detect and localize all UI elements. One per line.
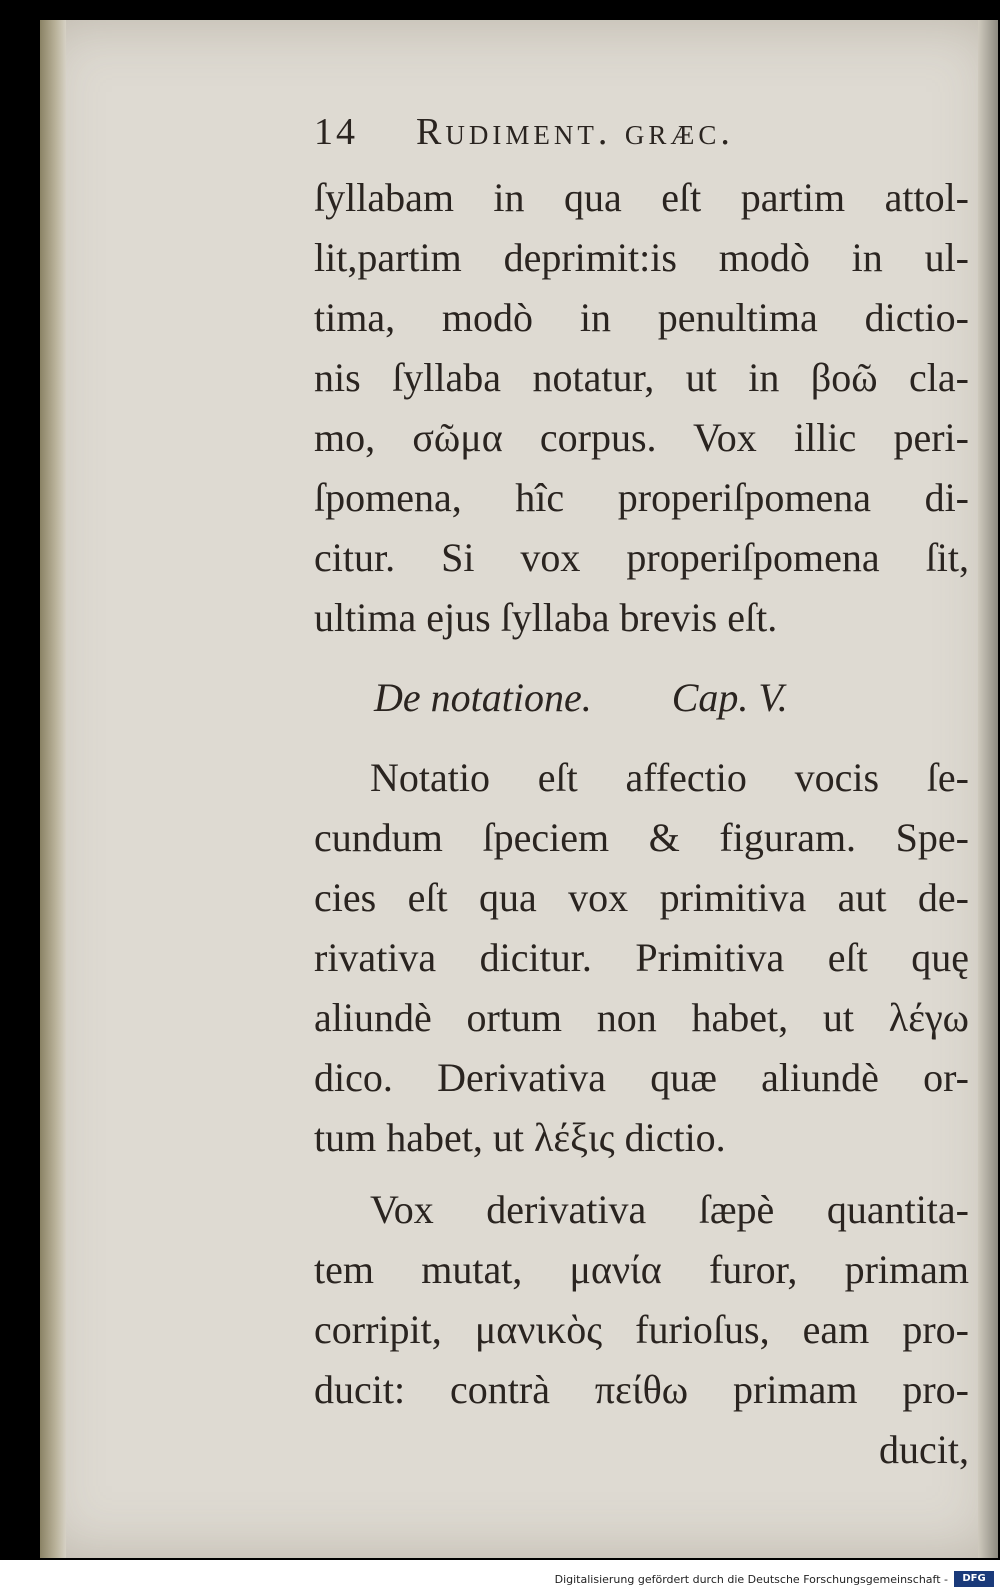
page-fore-edge <box>978 20 998 1558</box>
page-header <box>314 110 969 168</box>
text-line: cies eſt qua vox primitiva aut de- <box>314 875 969 920</box>
text-line: Notatio eſt affectio vocis ſe- <box>370 755 969 800</box>
text-line: citur. Si vox properiſpomena ſit, <box>314 535 969 580</box>
footer-bar <box>0 1560 1000 1595</box>
running-head: Rudiment. græc. <box>416 111 734 153</box>
text-line: aliundè ortum non habet, ut λέγω <box>314 995 969 1040</box>
text-line: lit,partim deprimit:is modò in ul- <box>314 235 969 280</box>
text-line: cundum ſpeciem & figuram. Spe- <box>314 815 969 860</box>
text-line: corripit, μανικὸς furioſus, eam pro- <box>314 1307 969 1352</box>
page-gutter <box>40 20 66 1558</box>
chapter-number: Cap. V. <box>671 675 788 720</box>
text-line: dico. Derivativa quæ aliundè or- <box>314 1055 969 1100</box>
text-block <box>314 110 969 1480</box>
text-line: ducit: contrà πείθω primam pro- <box>314 1367 969 1412</box>
text-line: tum habet, ut λέξις dictio. <box>314 1115 726 1160</box>
chapter-title: De notatione. <box>374 675 592 720</box>
text-line: tem mutat, μανία furor, primam <box>314 1247 969 1292</box>
catchword: ducit, <box>879 1427 969 1472</box>
text-line: ultima ejus ſyllaba brevis eſt. <box>314 595 778 640</box>
text-line: mo, σῶμα corpus. Vox illic peri- <box>314 415 969 460</box>
chapter-heading <box>314 648 969 748</box>
text-line: nis ſyllaba notatur, ut in βοῶ cla- <box>314 355 969 400</box>
text-line: ſyllabam in qua eſt partim attol- <box>314 175 969 220</box>
funding-notice: Digitalisierung gefördert durch die Deutsche Forschungsgemeinschaft - <box>554 1573 948 1586</box>
page-number: 14 <box>314 111 358 153</box>
text-line: tima, modò in penultima dictio- <box>314 295 969 340</box>
text-line: Vox derivativa ſæpè quantita- <box>370 1187 969 1232</box>
dfg-logo: DFG <box>954 1571 994 1587</box>
text-line: rivativa dicitur. Primitiva eſt quę <box>314 935 969 980</box>
paragraph-gap <box>314 1168 969 1180</box>
text-line: ſpomena, hîc properiſpomena di- <box>314 475 969 520</box>
